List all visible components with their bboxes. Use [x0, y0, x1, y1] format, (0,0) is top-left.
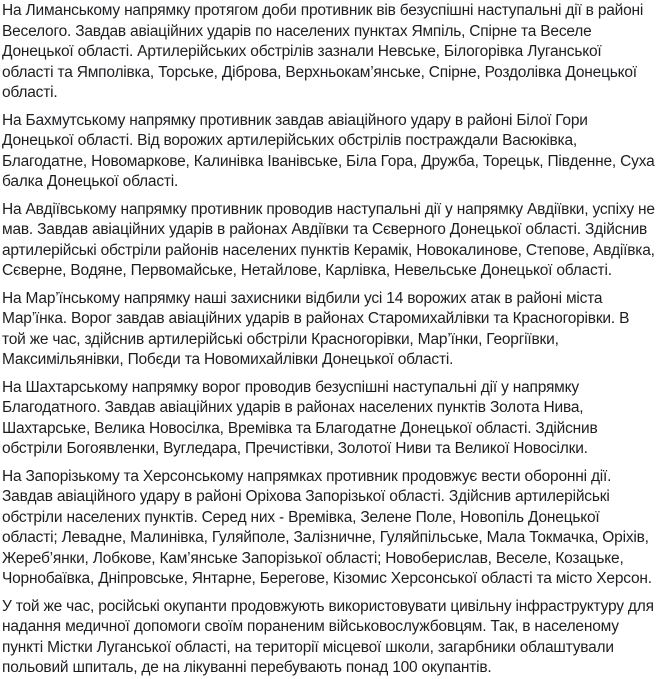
paragraph-lyman-direction: На Лиманському напрямку протягом доби противник вів безуспішні наступальні дії в районі Веселого. Завдав авіаційних ударів по населених пунктах Ямпіль, Спірне та Веселе Донецької області. Артилерійських обстрілів зазнали Невське, Білогорівка Луганської області та Ямполівка, Торське, Діброва, Верхньокам’янське, Спірне, Роздолівка Донецької області.: [2, 2, 644, 101]
paragraph-field-hospital-note: У той же час, російські окупанти продовжують використовувати цивільну інфраструктуру для надання медичної допомоги своїм пораненим військовослужбовцям. Так, в населеному пункті Містки Луганської області, на території місцевої школи, загарбники облаштували польовий шпиталь, де на лікуванні перебувають понад 100 окупантів.: [2, 597, 654, 676]
paragraph-shakhtarsk-direction: На Шахтарському напрямку ворог проводив безуспішні наступальні дії у напрямку Благодатного. Завдав авіаційних ударів в районах населених пунктів Золота Нива, Шахтарське, Велика Новосілка, Времівка та Благодатне Донецької області. Здійснив обстріли Богоявленки, Вугледара, Пречистівки, Золотої Ниви та Великої Новосілки.: [2, 378, 598, 457]
paragraph-bakhmut-direction: На Бахмутському напрямку противник завдав авіаційного удару в районі Білої Гори Донецької області. Від ворожих артилерійських обстрілів постраждали Васюківка, Благодатне, Новомаркове, Калинівка Іванівське, Біла Гора, Дружба, Торецьк, Південне, Суха балка Донецької області.: [2, 111, 655, 190]
paragraph-marinka-direction: На Мар’їнському напрямку наші захисники відбили усі 14 ворожих атак в районі міста Мар’їнка. Ворог завдав авіаційних ударів в районах Старомихайлівки та Красногорівки. В той же час, здійснив артилерійські обстріли Красногорівки, Мар’їнки, Георгіївки, Максимільянівки, Побєди та Новомихайлівки Донецької області.: [2, 289, 630, 368]
paragraph-zaporizhzhia-kherson-direction: На Запорізькому та Херсонському напрямках противник продовжує вести оборонні дії. Завдав авіаційного удару в районі Оріхова Запорізької області. Здійснив артилерійські обстріли населених пунктів. Серед них - Времівка, Зелене Поле, Новопіль Донецької області; Левадне, Малинівка, Гуляйполе, Залізничне, Гуляйпільське, Мала Токмачка, Оріхів, Жереб’янки, Лобкове, Кам’янське Запорізької області; Новоберислав, Веселе, Козацьке, Чорнобаївка, Дніпровське, Янтарне, Берегове, Кізомис Херсонської області та місто Херсон.: [2, 467, 652, 587]
paragraph-avdiivka-direction: На Авдіївському напрямку противник проводив наступальні дії у напрямку Авдіївки, успіху не мав. Завдав авіаційних ударів в районах Авдіївки та Сєверного Донецької області. Здійснив артилерійські обстріли районів населених пунктів Керамік, Новокалинове, Степове, Авдіївка, Сєверне, Водяне, Первомайське, Нетайлове, Карлівка, Невельське Донецької області.: [2, 200, 655, 279]
